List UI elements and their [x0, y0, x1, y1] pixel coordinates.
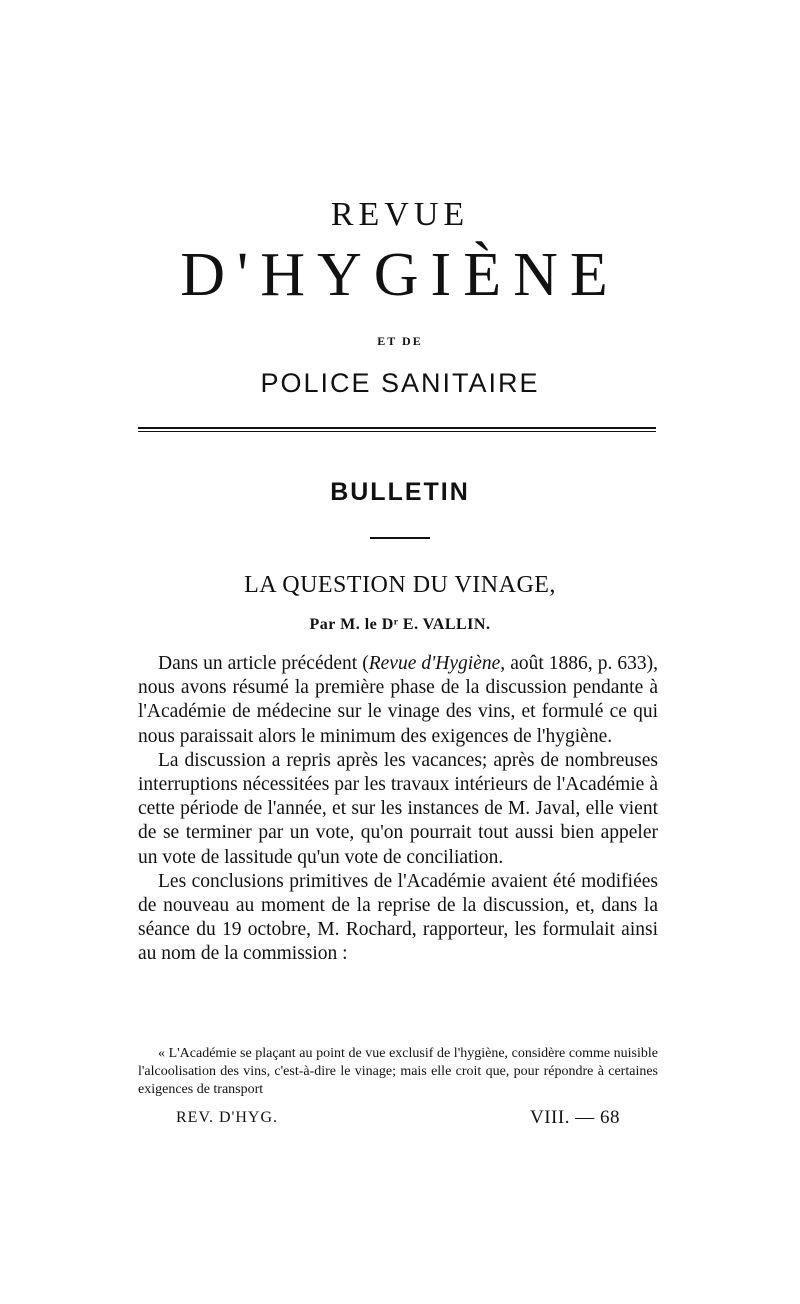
footnote: « L'Académie se plaçant au point de vue exclusif de l'hygiène, considère comme nuisible l'alcoolisation des vins, c'est-à-dire le vinage; mais elle croit que, pour répondre à certaines exigences de transport	[138, 1046, 658, 1097]
masthead-revue: REVUE	[330, 196, 470, 233]
paragraph-1	[138, 652, 658, 749]
masthead-hygiene: D'HYGIÈNE	[180, 241, 620, 309]
masthead-et-de: ET DE	[377, 334, 423, 348]
paragraph-3: Les conclusions primitives de l'Académie avaient été modifiées de nouveau au moment de la reprise de la discussion, et, dans la séance du 19 octobre, M. Rochard, rapporteur, les formulait ainsi au nom de la commission :	[138, 870, 658, 965]
masthead-rule	[138, 427, 656, 429]
masthead-rule-thin	[138, 431, 656, 432]
article-title: LA QUESTION DU VINAGE,	[244, 572, 556, 598]
paragraph-2: La discussion a repris après les vacances; après de nombreuses interruptions nécessitées par les travaux intérieurs de l'Académie à cette période de l'année, et sur les instances de M. Javal, elle vient de se terminer par un vote, qu'on pourrait tout aussi bien appeler un vote de lassitude qu'un vote de conciliation.	[138, 749, 658, 868]
citation-revue-hygiene: Revue d'Hygiène	[368, 653, 501, 674]
running-foot-signature: VIII. — 68	[530, 1107, 620, 1128]
masthead-police-sanitaire: POLICE SANITAIRE	[260, 368, 540, 398]
article-body	[138, 652, 658, 967]
paragraph-1-end: , août 1886, p. 633), nous avons résumé la première phase de la discussion pendante à l'Académie de médecine sur le vinage des vins, et formulé ce qui nous paraissait alors le minimum des exigences de l'hygiène.	[138, 653, 658, 747]
paragraph-1-start: Dans un article précédent (	[158, 653, 369, 674]
section-title: BULLETIN	[330, 478, 470, 506]
section-rule	[370, 537, 430, 539]
article-author: Par M. le Dʳ E. VALLIN.	[309, 616, 491, 633]
running-foot-journal: REV. D'HYG.	[176, 1109, 279, 1126]
